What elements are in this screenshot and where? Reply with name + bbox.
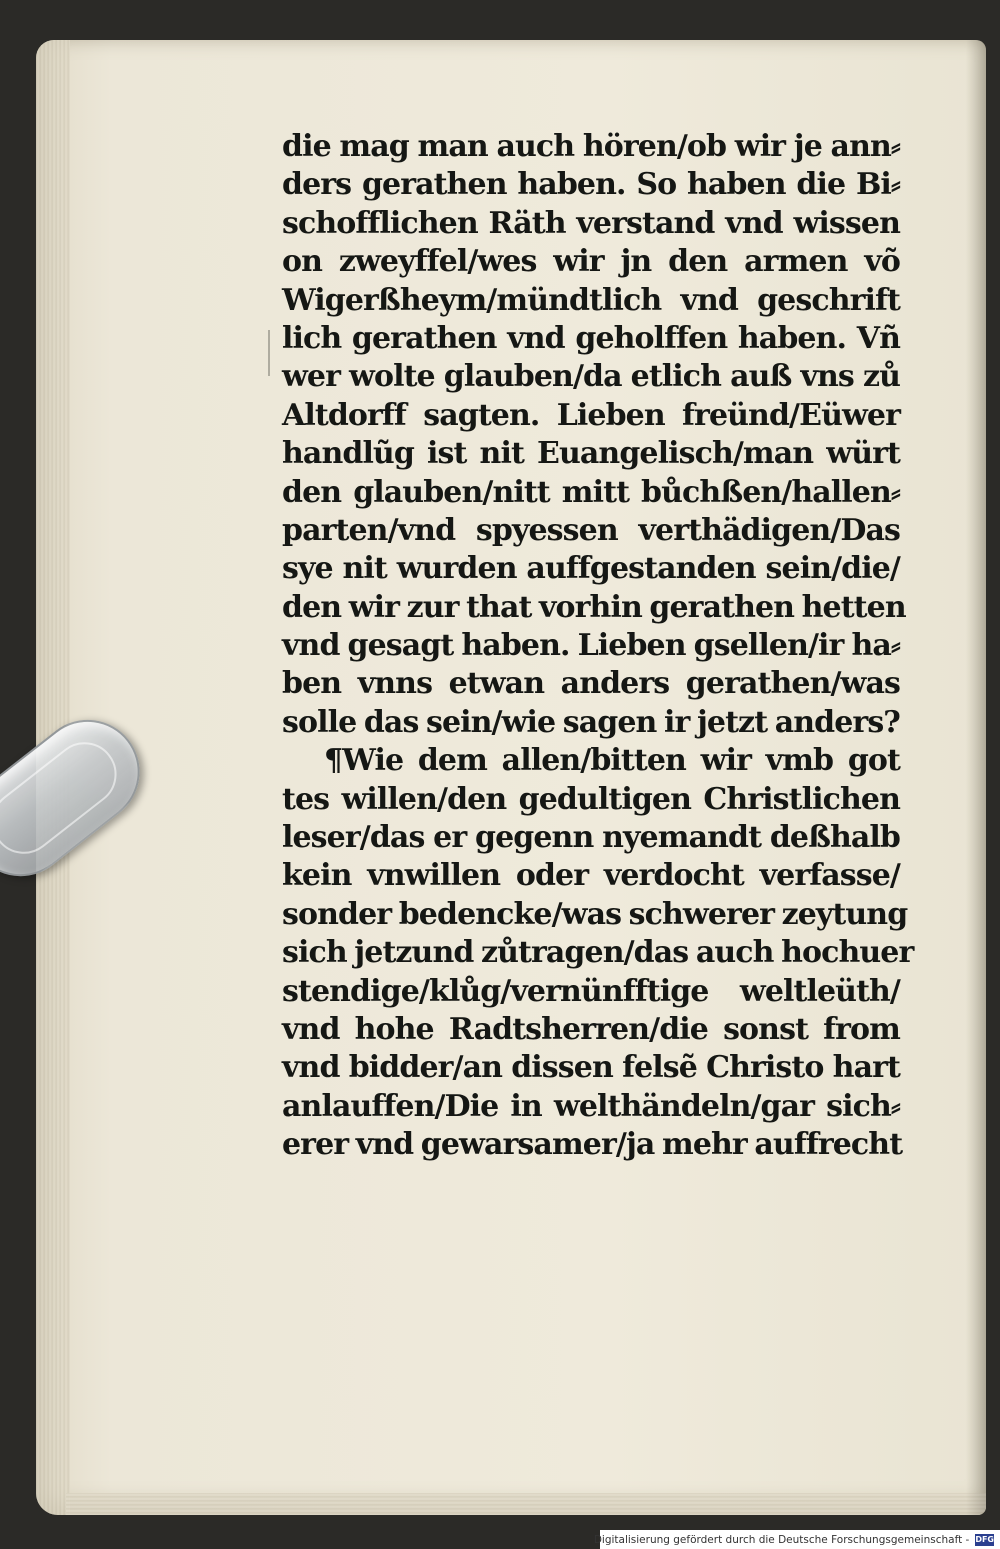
text-line: leser/das er gegenn nyemandt deßhalb <box>282 820 900 856</box>
margin-mark <box>268 330 270 376</box>
text-line: anlauffen/Die in welthändeln/gar sich⸗ <box>282 1088 900 1124</box>
paragraph-start-line: ¶Wie dem allen/bitten wir vmb got <box>324 743 900 779</box>
text-line: sonder bedencke/was schwerer zeytung <box>282 896 908 932</box>
text-line: die mag man auch hören/ob wir je ann⸗ <box>282 129 900 164</box>
text-line: tes willen/den gedultigen Christlichen <box>282 781 900 817</box>
text-line: erer vnd gewarsamer/ja mehr auffrecht <box>282 1127 903 1163</box>
text-line: vnd hohe Radtsherren/die sonst from <box>282 1011 900 1047</box>
digitization-credit <box>593 1530 1000 1549</box>
dfg-logo: DFG <box>975 1534 994 1544</box>
text-line: solle das sein/wie sagen ir jetzt anders? <box>282 704 900 740</box>
text-line: lich gerathen vnd geholffen haben. Vñ <box>282 320 900 356</box>
text-line: vnd gesagt haben. Lieben gsellen/ir ha⸗ <box>282 628 900 664</box>
text-line: ben vnns etwan anders gerathen/was <box>282 666 900 702</box>
text-line: on zweyffel/wes wir jn den armen võ <box>282 244 900 280</box>
page-text <box>282 128 914 1165</box>
text-line: sye nit wurden auffgestanden sein/die/ <box>282 551 900 587</box>
text-line: sich jetzund zůtragen/das auch hochuer <box>282 935 914 971</box>
text-line: stendige/klůg/vernünfftige weltleüth/ <box>282 973 900 1009</box>
text-line: handlũg ist nit Euangelisch/man würt <box>282 436 900 472</box>
text-line: ders gerathen haben. So haben die Bi⸗ <box>282 167 900 203</box>
text-line: den wir zur that vorhin gerathen hetten <box>282 589 906 625</box>
text-line: Altdorff sagten. Lieben freünd/Eüwer <box>282 397 900 433</box>
text-line: vnd bidder/an dissen felsẽ Christo hart <box>282 1050 900 1086</box>
text-line: den glauben/nitt mitt bůchßen/hallen⸗ <box>282 474 900 510</box>
text-line: Wigerßheym/mündtlich vnd geschrift <box>282 282 900 318</box>
text-line: wer wolte glauben/da etlich auß vns zů <box>282 359 900 395</box>
text-line: schofflichen Räth verstand vnd wissen <box>282 205 900 241</box>
credit-text: Digitalisierung gefördert durch die Deutsche Forschungsgemeinschaft - <box>593 1533 970 1546</box>
text-line: parten/vnd spyessen verthädigen/Das <box>282 512 900 548</box>
page-edge-shadow <box>966 40 986 1515</box>
text-line: kein vnwillen oder verdocht verfasse/ <box>282 858 900 894</box>
